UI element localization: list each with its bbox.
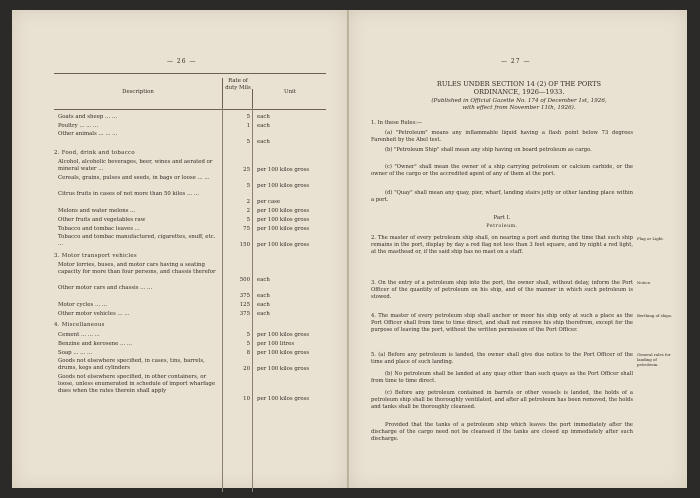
item-description: Goats and sheep ... ... [58, 114, 118, 120]
margin-note: Berthing of ships. [637, 313, 673, 318]
margin-note: Flag or Light. [637, 236, 665, 241]
item-unit: per 100 litres [257, 341, 295, 347]
rule-5a: 5. (a) Before any petroleum is landed, the owner shall give due notice to the Port Officer of the time and place of such landing. [371, 352, 633, 366]
item-unit: each [257, 293, 270, 299]
item-unit: each [257, 277, 270, 283]
rule-1a: (a) "Petroleum" means any inflammable liquid having a flash point below 73 degrees Farenheit by the Abel test. [371, 130, 633, 144]
item-description: Cement ... ... ... [58, 332, 100, 338]
rule-3: 3. On the entry of a petroleum ship into the port, the owner shall, without delay, inform the Port Officer of the quantity of petroleum on his ship, and of the manner in which such petroleum is stowed. [371, 280, 633, 301]
rule-1c: (c) "Owner" shall mean the owner of a ship carrying petroleum or calcium carbide, or the owner of the cargo or the accredited agent of any of them at the port. [371, 164, 633, 178]
table-row [54, 234, 326, 250]
item-description: Soap ... ... ... [58, 350, 93, 356]
table-header [54, 73, 326, 110]
right-page [349, 10, 687, 488]
table-row [54, 358, 326, 374]
page-number: — 26 — [167, 58, 197, 65]
item-rate: 5 [246, 114, 250, 120]
item-rate: 2 [246, 199, 250, 205]
table-row [54, 285, 326, 301]
item-rate: 375 [239, 311, 250, 317]
item-description: Melons and water melons ... [58, 208, 136, 214]
table-row [54, 113, 326, 122]
item-description: Other motor cars and chassis ... ... [58, 285, 153, 291]
table-row [54, 122, 326, 131]
item-description: Motor lorries, buses, and motor cars having a seating capacity for more than four persons, and chassis therefor [58, 262, 216, 275]
item-unit: per 100 kilos gross [257, 208, 310, 214]
table-row [54, 262, 326, 285]
item-rate: 375 [239, 293, 250, 299]
rule-2: 2. The master of every petroleum ship shall, on nearing a port and during the time that such ship remains in the port, display by day a red flag not less than 3 feet square, and by night a red light, at the masthead or, if the said ship has no mast on a staff. [371, 235, 633, 256]
item-rate: 125 [239, 302, 250, 308]
part-subheading: Petroleum. [486, 224, 518, 229]
item-description: Motor cycles ... ... [58, 302, 107, 308]
item-rate: 10 [243, 396, 250, 402]
item-rate: 5 [246, 341, 250, 347]
item-unit: per 100 kilos gross [257, 242, 310, 248]
left-page [12, 10, 348, 488]
item-unit: per 100 kilos gross [257, 217, 310, 223]
gazette-line: with effect from November 11th, 1926). [462, 105, 576, 111]
rule-1: 1. In these Rules:— [371, 120, 423, 126]
item-description: Citrus fruits in cases of not more than 50 kilos ... ... [58, 191, 199, 197]
item-rate: 1 [246, 123, 250, 129]
title-line: ORDINANCE, 1926—1933. [473, 88, 565, 96]
table-section-heading [54, 147, 326, 159]
table-body [54, 113, 326, 404]
rule-5-proviso: Provided that the tanks of a petroleum ship which leaves the port immediately after the discharge of the cargo need not be cleansed if the tanks are closed up immediately after such discharge. [371, 422, 633, 443]
item-description: Other animals ... ... ... [58, 131, 118, 137]
title-line: RULES UNDER SECTION 14 (2) OF THE PORTS [436, 80, 602, 88]
margin-note: Notice. [637, 280, 652, 285]
table-row [54, 340, 326, 349]
header-description: Description [122, 89, 154, 95]
part-heading: Part I. [493, 215, 511, 221]
gazette-line: (Published in Official Gazette No. 174 of December 1st, 1926, [431, 98, 607, 104]
table-row [54, 301, 326, 310]
item-rate: 5 [246, 183, 250, 189]
table-row [54, 216, 326, 225]
rules-title [389, 80, 649, 96]
rule-4: 4. The master of every petroleum ship shall anchor or moor his ship only at such a place as the Port Officer shall from time to time direct, and shall not remove his ship therefrom, except for the purpose of leaving the port, without the written permission of the Port Officer. [371, 313, 633, 334]
item-unit: per 100 kilos gross [257, 366, 310, 372]
item-description: Benzine and kerosene ... ... [58, 341, 133, 347]
rule-1d: (d) "Quay" shall mean any quay, pier, wharf, landing stairs jetty or other landing place within a port. [371, 190, 633, 204]
item-rate: 2 [246, 208, 250, 214]
table-row [54, 310, 326, 319]
table-row [54, 349, 326, 358]
item-rate: 5 [246, 217, 250, 223]
item-description: Cereals, grains, pulses and seeds, in bags or loose ... ... [58, 175, 210, 181]
section-label: 3. Motor transport vehicles [54, 253, 137, 259]
item-rate: 500 [239, 277, 250, 283]
item-rate: 5 [246, 139, 250, 145]
table-section-heading [54, 319, 326, 331]
item-rate: 25 [243, 167, 250, 173]
table-row [54, 159, 326, 175]
item-rate: 20 [243, 366, 250, 372]
table-row [54, 331, 326, 340]
item-description: Poultry ... ... ... [58, 123, 99, 129]
table-section-heading [54, 250, 326, 262]
item-rate: 8 [246, 350, 250, 356]
item-rate: 150 [239, 242, 250, 248]
table-row [54, 374, 326, 404]
item-rate: 75 [243, 226, 250, 232]
table-row [54, 225, 326, 234]
item-unit: each [257, 302, 270, 308]
rule-1b: (b) "Petroleum Ship" shall mean any ship having on board petroleum as cargo. [385, 147, 592, 153]
header-unit: Unit [252, 89, 327, 109]
wharfage-table [54, 73, 326, 402]
header-rate: Rate of duty Mils [222, 78, 253, 109]
item-description: Alcohol, alcoholic beverages, beer, wines and aerated or mineral water ... [58, 159, 213, 172]
item-rate: 5 [246, 332, 250, 338]
item-unit: each [257, 139, 270, 145]
item-unit: per 100 kilos gross [257, 167, 310, 173]
item-description: Tobacco and tombac leaves ... [58, 226, 140, 232]
item-unit: per 100 kilos gross [257, 226, 310, 232]
item-description: Other motor vehicles ... ... [58, 311, 130, 317]
table-row [54, 191, 326, 207]
item-description: Tobacco and tombac manufactured, cigarettes, snuff, etc. ... [58, 234, 216, 247]
item-unit: each [257, 311, 270, 317]
item-unit: each [257, 123, 270, 129]
item-unit: per case [257, 199, 281, 205]
section-label: 2. Food, drink and tobacco [54, 150, 135, 156]
margin-note: General rules for landing of petroleum. [637, 352, 671, 367]
item-unit: per 100 kilos gross [257, 332, 310, 338]
item-description: Goods not elsewhere specified, in cases, tins, barrels, drums, kegs and cylinders [58, 358, 205, 371]
item-unit: per 100 kilos gross [257, 350, 310, 356]
table-row [54, 207, 326, 216]
item-unit: per 100 kilos gross [257, 396, 310, 402]
page-number: — 27 — [501, 58, 531, 65]
table-row [54, 175, 326, 191]
gazette-note [389, 98, 649, 112]
table-row [54, 131, 326, 147]
section-label: 4. Miscellaneous [54, 322, 105, 328]
item-description: Other fruits and vegetables raw [58, 217, 146, 223]
item-unit: each [257, 114, 270, 120]
item-unit: per 100 kilos gross [257, 183, 310, 189]
rule-5b: (b) No petroleum shall be landed at any quay other than such quays as the Port Officer shall from time to time direct. [371, 371, 633, 385]
rule-5c: (c) Before any petroleum contained in barrels or other vessels is landed, the holds of a petroleum ship shall be thoroughly ventilated, and after all petroleum has been removed, the holds and tanks shall be thoroughly cleansed. [371, 390, 633, 411]
item-description: Goods not elsewhere specified, in other containers, or loose, unless enumerated in schedule of import wharfage dues when the rates therein shall apply [58, 374, 216, 394]
